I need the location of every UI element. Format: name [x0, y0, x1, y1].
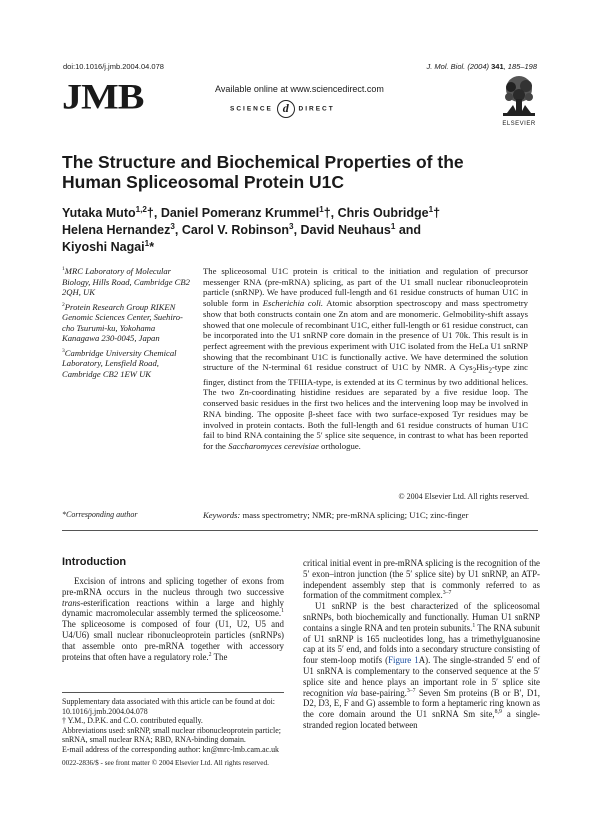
affiliation-sup: 3: [62, 347, 65, 354]
author-mark: †: [433, 206, 441, 220]
affiliation-item: [62, 266, 192, 298]
abstract-sub: 2: [488, 367, 492, 376]
figure-link[interactable]: Figure 1: [388, 655, 419, 666]
abstract: [203, 266, 528, 452]
footnote: Abbreviations used: snRNP, small nuclear ribonucleoprotein particle; snRNA, small nuclear RNA; RBD, RNA-binding domain.: [62, 725, 281, 745]
article-title: [62, 152, 532, 192]
body-text: The spliceosome is composed of four (U1, U2, U5 and U4/U6) small nuclear ribonucleoprotein particles (snRNPs) that assemble onto pre-mRNA together with accessory proteins that often have a regulatory role.: [62, 619, 284, 662]
abstract-text: -type zinc finger, distinct from the TFIIIA-type, is extended at its C terminus by two additional helices. The two Zn-coordinating histidine residues are separated by a five residue loop. The conserved basic residues in the first two helices and the intervening loop may be involved in RNA binding. The opposite β-sheet face with two surface-exposed Tyr residues may be involved in protein contacts. Both the full-length and 61 residue constructs of human U1C fail to bind RNA containing the 5′ splice site sequence, in contrast to what has been reported for the: [203, 362, 528, 451]
journal-name: J. Mol. Biol.: [426, 62, 466, 71]
citation-ref: 2: [208, 651, 212, 658]
body-text: -esterification reactions within a large and highly dynamic macromolecular assembly termed the spliceosome.: [62, 597, 284, 619]
author-mark: †,: [146, 206, 161, 220]
footnote: E-mail address of the corresponding author: kn@mrc-lmb.cam.ac.uk: [62, 744, 279, 754]
issn-line: 0022-2836/$ - see front matter © 2004 Elsevier Ltd. All rights reserved.: [62, 759, 269, 767]
citation-ref: 1: [281, 608, 284, 615]
journal-volume: 341: [491, 62, 504, 71]
body-text: A). The single-stranded 5′ end of U1 snRNA is complementary to the conserved sequence at the 5′ splice site and hence plays an important role in 5′ splice site recognition: [303, 655, 541, 698]
footnote: Supplementary data associated with this article can be found at doi: 10.1016/j.jmb.2004.04.078: [62, 697, 275, 716]
abstract-text: His: [476, 362, 489, 373]
author-sup: 1: [428, 204, 434, 214]
body-text: Excision of introns and splicing together of exons from pre-mRNA occurs in the nucleus through two successive: [62, 576, 284, 597]
author-list: [62, 205, 532, 256]
copyright-notice: © 2004 Elsevier Ltd. All rights reserved.: [398, 492, 529, 501]
keywords: [203, 510, 468, 520]
author-mark: ,: [293, 223, 301, 237]
body-text: critical initial event in pre-mRNA splicing is the recognition of the 5′ exon–intron junction (the 5′ splice site) by U1 snRNP, an ATP-independent assembly step that is commonly referred to as formation of the commitment complex.: [303, 558, 540, 601]
elsevier-label: ELSEVIER: [502, 121, 536, 127]
journal-year: (2004): [467, 62, 492, 71]
body-italic: via: [346, 687, 358, 698]
sd-right: DIRECT: [298, 105, 335, 113]
abstract-species: Saccharomyces cerevisiae: [228, 440, 319, 451]
footnote-divider: [62, 692, 284, 693]
affiliation-text: MRC Laboratory of Molecular Biology, Hills Road, Cambridge CB2 2QH, UK: [62, 266, 190, 297]
journal-citation: [426, 62, 537, 71]
sd-at-icon: d: [277, 100, 295, 118]
author-name: David Neuhaus: [300, 223, 391, 237]
affiliation-item: [62, 348, 192, 380]
author-name: Carol V. Robinson: [181, 223, 290, 237]
author-mark: †,: [323, 206, 338, 220]
author-name: Yutaka Muto: [62, 206, 136, 220]
section-divider: [62, 530, 538, 531]
author-name: Kiyoshi Nagai: [62, 240, 145, 254]
body-text: U1 snRNP is the best characterized of the spliceosomal snRNPs, both biochemically and functionally. Human U1 snRNP contains a single RNA and ten protein subunits.: [303, 601, 540, 633]
journal-pages: , 185–198: [503, 62, 537, 71]
elsevier-tree-icon: [499, 75, 539, 119]
body-italic: trans: [62, 597, 81, 608]
body-text: Seven Sm proteins (B or B′, D1, D2, D3, E, F and G) assemble to form a heptameric ring known as the core domain around the U1 snRNA Sm site,: [303, 687, 540, 720]
title-line-2: Human Spliceosomal Protein U1C: [62, 172, 345, 192]
affiliation-item: [62, 302, 192, 344]
footnotes: [62, 697, 284, 755]
affiliation-text: Cambridge University Chemical Laboratory, Lensfield Road, Cambridge CB2 1EW UK: [62, 347, 177, 379]
abstract-sub: 2: [472, 367, 477, 376]
citation-ref: 1: [472, 622, 476, 629]
available-online: Available online at www.sciencedirect.com: [215, 84, 384, 94]
abstract-text: The spliceosomal U1C protein is critical to the initiation and regulation of precursor messenger RNA (pre-mRNA) splicing, as part of the U1 small nuclear ribonucleoprotein particle (snRNP). We have produced full-length and 61 residue constructs of human U1C in soluble form in: [203, 266, 528, 309]
corresponding-author: *Corresponding author: [62, 510, 138, 519]
paragraph: [303, 601, 540, 731]
doi: doi:10.1016/j.jmb.2004.04.078: [63, 62, 164, 71]
author-mark: and: [395, 223, 422, 237]
paragraph: [62, 576, 284, 662]
author-sup: 1: [390, 221, 396, 231]
body-text: a single-stranded region located between: [303, 709, 540, 730]
author-name: Chris Oubridge: [337, 206, 429, 220]
affiliation-text: Protein Research Group RIKEN Genomic Sciences Center, Suehiro-cho Tsurumi-ku, Yokohama Kanagawa 230-0045, Japan: [62, 301, 183, 343]
author-mark: *: [149, 240, 155, 254]
abstract-species: Escherichia coli.: [262, 298, 324, 309]
author-name: Daniel Pomeranz Krummel: [160, 206, 320, 220]
jmb-logo: JMB: [62, 75, 144, 117]
citation-ref: 8,9: [494, 709, 502, 716]
title-line-1: The Structure and Biochemical Properties of the: [62, 152, 464, 172]
author-sup: 1: [144, 238, 150, 248]
author-sup: 3: [170, 221, 175, 231]
paragraph: [303, 558, 540, 601]
author-sup: 1,2: [135, 204, 147, 214]
abstract-text: orthologue.: [318, 440, 361, 451]
intro-column-1: [62, 576, 284, 662]
abstract-text: Atomic absorption spectroscopy and mass spectrometry show that both constructs contain one Zn atom and are monomeric. Gelmobility-shift assays showed that one molecule of recombinant U1C, either full-length or 61 residue construct, can be incorporated into the U1 snRNP core domain in the presence of U1 70k. This result is in perfect agreement with the previous experiment with U1C isolated from the HeLa U1 snRNP showing that the recombinant U1C is functionally active. We have determined the solution structure of the N-terminal 61 residue construct of U1C by NMR. A Cys: [203, 298, 528, 373]
intro-column-2: [303, 558, 540, 731]
body-text: base-pairing.: [357, 687, 407, 698]
keywords-list: mass spectrometry; NMR; pre-mRNA splicing; U1C; zinc-finger: [240, 510, 469, 520]
affiliation-sup: 1: [62, 266, 65, 273]
author-sup: 1: [319, 204, 324, 214]
affiliation-sup: 2: [62, 301, 65, 308]
sd-left: SCIENCE: [230, 105, 273, 113]
body-text: The RNA subunit of U1 snRNP is 165 nucleotides long, has a trimethylguanosine cap at its 5′ end, and folds into a secondary structure consisting of four stem-loop motifs (: [303, 622, 540, 666]
sciencedirect-logo: [230, 100, 410, 118]
keywords-label: Keywords:: [203, 510, 241, 520]
body-text: The: [211, 651, 228, 662]
citation-ref: 3–7: [442, 590, 452, 597]
author-mark: ,: [174, 223, 182, 237]
citation-ref: 3–7: [406, 687, 416, 694]
affiliations: [62, 266, 192, 383]
intro-heading: Introduction: [62, 556, 127, 568]
footnote: † Y.M., D.P.K. and C.O. contributed equally.: [62, 716, 203, 726]
author-name: Helena Hernandez: [62, 223, 171, 237]
author-sup: 3: [289, 221, 294, 231]
